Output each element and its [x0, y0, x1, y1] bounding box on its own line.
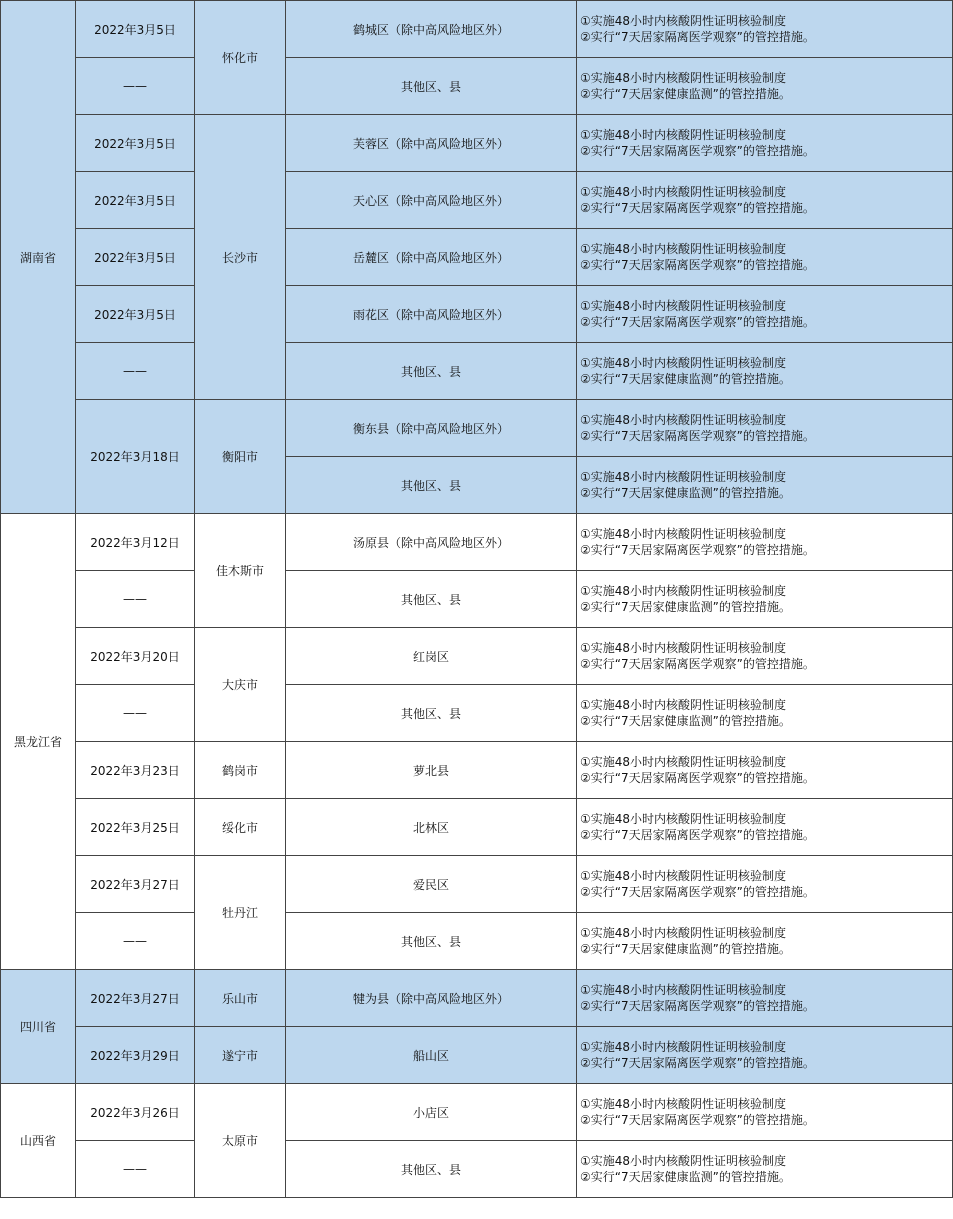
measure-cell: ①实施48小时内核酸阴性证明核验制度 ②实行“7天居家健康监测”的管控措施。: [577, 343, 953, 400]
measure-cell: ①实施48小时内核酸阴性证明核验制度 ②实行“7天居家隔离医学观察”的管控措施。: [577, 799, 953, 856]
measure-cell: ①实施48小时内核酸阴性证明核验制度 ②实行“7天居家隔离医学观察”的管控措施。: [577, 628, 953, 685]
area-cell: 汤原县（除中高风险地区外）: [286, 514, 577, 571]
table-row: [1, 286, 953, 343]
date-cell: 2022年3月5日: [76, 1, 195, 58]
area-cell: 其他区、县: [286, 913, 577, 970]
measure-cell: ①实施48小时内核酸阴性证明核验制度 ②实行“7天居家隔离医学观察”的管控措施。: [577, 286, 953, 343]
date-cell: ——: [76, 571, 195, 628]
area-cell: 其他区、县: [286, 343, 577, 400]
measure-cell: ①实施48小时内核酸阴性证明核验制度 ②实行“7天居家隔离医学观察”的管控措施。: [577, 856, 953, 913]
area-cell: 衡东县（除中高风险地区外）: [286, 400, 577, 457]
date-cell: 2022年3月5日: [76, 115, 195, 172]
date-cell: 2022年3月27日: [76, 856, 195, 913]
area-cell: 萝北县: [286, 742, 577, 799]
date-cell: 2022年3月23日: [76, 742, 195, 799]
date-cell: 2022年3月27日: [76, 970, 195, 1027]
measure-cell: ①实施48小时内核酸阴性证明核验制度 ②实行“7天居家隔离医学观察”的管控措施。: [577, 1027, 953, 1084]
measure-cell: ①实施48小时内核酸阴性证明核验制度 ②实行“7天居家隔离医学观察”的管控措施。: [577, 172, 953, 229]
measure-cell: ①实施48小时内核酸阴性证明核验制度 ②实行“7天居家健康监测”的管控措施。: [577, 571, 953, 628]
date-cell: 2022年3月5日: [76, 172, 195, 229]
table-row: [1, 1084, 953, 1141]
area-cell: 其他区、县: [286, 685, 577, 742]
city-cell: 太原市: [195, 1084, 286, 1198]
area-cell: 芙蓉区（除中高风险地区外）: [286, 115, 577, 172]
city-cell: 遂宁市: [195, 1027, 286, 1084]
measure-cell: ①实施48小时内核酸阴性证明核验制度 ②实行“7天居家隔离医学观察”的管控措施。: [577, 1, 953, 58]
date-cell: ——: [76, 685, 195, 742]
table-row: [1, 856, 953, 913]
table-row: [1, 742, 953, 799]
table-row: [1, 58, 953, 115]
date-cell: 2022年3月12日: [76, 514, 195, 571]
measure-cell: ①实施48小时内核酸阴性证明核验制度 ②实行“7天居家隔离医学观察”的管控措施。: [577, 970, 953, 1027]
measure-cell: ①实施48小时内核酸阴性证明核验制度 ②实行“7天居家健康监测”的管控措施。: [577, 685, 953, 742]
area-cell: 岳麓区（除中高风险地区外）: [286, 229, 577, 286]
city-cell: 乐山市: [195, 970, 286, 1027]
table-row: [1, 343, 953, 400]
measure-cell: ①实施48小时内核酸阴性证明核验制度 ②实行“7天居家隔离医学观察”的管控措施。: [577, 115, 953, 172]
date-cell: ——: [76, 343, 195, 400]
measure-cell: ①实施48小时内核酸阴性证明核验制度 ②实行“7天居家隔离医学观察”的管控措施。: [577, 514, 953, 571]
date-cell: 2022年3月29日: [76, 1027, 195, 1084]
area-cell: 其他区、县: [286, 1141, 577, 1198]
area-cell: 其他区、县: [286, 457, 577, 514]
table-row: [1, 799, 953, 856]
date-cell: 2022年3月25日: [76, 799, 195, 856]
area-cell: 天心区（除中高风险地区外）: [286, 172, 577, 229]
city-cell: 鹤岗市: [195, 742, 286, 799]
date-cell: 2022年3月5日: [76, 286, 195, 343]
area-cell: 船山区: [286, 1027, 577, 1084]
date-cell: ——: [76, 913, 195, 970]
table-row: [1, 229, 953, 286]
measure-cell: ①实施48小时内核酸阴性证明核验制度 ②实行“7天居家隔离医学观察”的管控措施。: [577, 1084, 953, 1141]
date-cell: 2022年3月18日: [76, 400, 195, 514]
measure-cell: ①实施48小时内核酸阴性证明核验制度 ②实行“7天居家健康监测”的管控措施。: [577, 58, 953, 115]
table-row: [1, 1027, 953, 1084]
area-cell: 爱民区: [286, 856, 577, 913]
measure-cell: ①实施48小时内核酸阴性证明核验制度 ②实行“7天居家隔离医学观察”的管控措施。: [577, 400, 953, 457]
date-cell: 2022年3月20日: [76, 628, 195, 685]
measure-cell: ①实施48小时内核酸阴性证明核验制度 ②实行“7天居家隔离医学观察”的管控措施。: [577, 742, 953, 799]
measure-cell: ①实施48小时内核酸阴性证明核验制度 ②实行“7天居家健康监测”的管控措施。: [577, 1141, 953, 1198]
table-row: [1, 172, 953, 229]
table-row: [1, 571, 953, 628]
table-row: [1, 970, 953, 1027]
area-cell: 雨花区（除中高风险地区外）: [286, 286, 577, 343]
city-cell: 绥化市: [195, 799, 286, 856]
area-cell: 鹤城区（除中高风险地区外）: [286, 1, 577, 58]
province-cell: 黑龙江省: [1, 514, 76, 970]
city-cell: 佳木斯市: [195, 514, 286, 628]
measure-cell: ①实施48小时内核酸阴性证明核验制度 ②实行“7天居家健康监测”的管控措施。: [577, 457, 953, 514]
city-cell: 怀化市: [195, 1, 286, 115]
table-row: [1, 115, 953, 172]
table-row: [1, 1141, 953, 1198]
measure-cell: ①实施48小时内核酸阴性证明核验制度 ②实行“7天居家隔离医学观察”的管控措施。: [577, 229, 953, 286]
date-cell: ——: [76, 1141, 195, 1198]
measure-cell: ①实施48小时内核酸阴性证明核验制度 ②实行“7天居家健康监测”的管控措施。: [577, 913, 953, 970]
area-cell: 犍为县（除中高风险地区外）: [286, 970, 577, 1027]
area-cell: 小店区: [286, 1084, 577, 1141]
table-row: [1, 514, 953, 571]
city-cell: 长沙市: [195, 115, 286, 400]
province-cell: 湖南省: [1, 1, 76, 514]
city-cell: 牡丹江: [195, 856, 286, 970]
date-cell: 2022年3月26日: [76, 1084, 195, 1141]
province-cell: 山西省: [1, 1084, 76, 1198]
date-cell: 2022年3月5日: [76, 229, 195, 286]
table-row: [1, 400, 953, 457]
table-row: [1, 913, 953, 970]
province-cell: 四川省: [1, 970, 76, 1084]
table-row: [1, 1, 953, 58]
table-row: [1, 685, 953, 742]
area-cell: 其他区、县: [286, 571, 577, 628]
table-row: [1, 628, 953, 685]
area-cell: 其他区、县: [286, 58, 577, 115]
area-cell: 红岗区: [286, 628, 577, 685]
city-cell: 大庆市: [195, 628, 286, 742]
city-cell: 衡阳市: [195, 400, 286, 514]
area-cell: 北林区: [286, 799, 577, 856]
date-cell: ——: [76, 58, 195, 115]
